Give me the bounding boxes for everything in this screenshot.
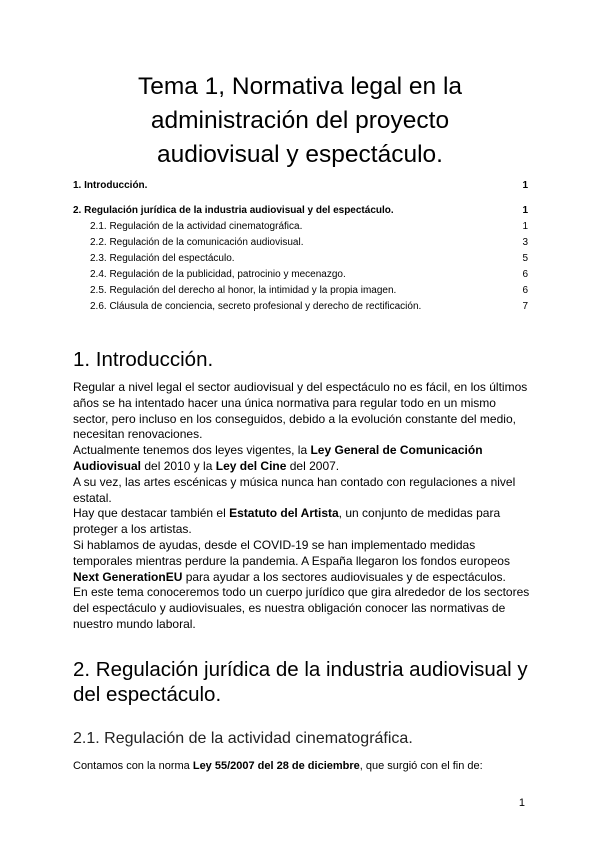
text-run: , que surgió con el fin de: <box>359 760 483 772</box>
law-name: Ley General de Comunicación Audiovisual <box>73 443 483 473</box>
toc-entry-page: 1 <box>522 221 528 232</box>
toc-entry-label: 2.1. Regulación de la actividad cinematográfica. <box>90 221 303 232</box>
document-title <box>60 70 540 172</box>
toc-entry-2-3[interactable] <box>73 252 528 265</box>
title-line: administración del proyecto <box>150 107 450 134</box>
paragraph <box>73 443 533 475</box>
text-run: para ayudar a los sectores audiovisuales y de espectáculos. <box>182 569 506 584</box>
paragraph: En este tema conoceremos todo un cuerpo jurídico que gira alrededor de los sectores del espectáculo y audiovisuales, es nuestra obligación conocer las normativas de nuestro mundo laboral. <box>73 585 530 631</box>
toc-entry-label: 2.5. Regulación del derecho al honor, la intimidad y la propia imagen. <box>90 285 397 296</box>
subsection-heading-2-1: 2.1. Regulación de la actividad cinematográfica. <box>73 730 413 747</box>
toc-entry-label: 2. Regulación jurídica de la industria audiovisual y del espectáculo. <box>73 205 394 216</box>
fund-name: Next GenerationEU <box>73 569 183 584</box>
text-run: Si hablamos de ayudas, desde el COVID-19 se han implementado medidas temporales mientras perdure la pandemia. A España llegaron los fondos europeos <box>73 537 510 568</box>
statute-name: Estatuto del Artista <box>229 506 339 521</box>
text-run: , un conjunto de medidas para proteger a los artistas. <box>73 506 501 537</box>
toc-entry-2-6[interactable] <box>73 300 528 313</box>
toc-entry-regulacion-juridica[interactable] <box>73 204 528 217</box>
heading-line: del espectáculo. <box>73 683 222 706</box>
section-heading-regulacion-juridica <box>73 657 528 707</box>
toc-entry-label: 1. Introducción. <box>73 180 148 191</box>
paragraph <box>73 538 533 585</box>
toc-entry-page: 5 <box>522 253 528 264</box>
toc-entry-label: 2.4. Regulación de la publicidad, patrocinio y mecenazgo. <box>90 269 346 280</box>
page-number: 1 <box>518 797 525 809</box>
text-run: del 2010 y la <box>141 458 216 473</box>
text-run: Contamos con la norma <box>73 760 193 772</box>
toc-entry-2-1[interactable] <box>73 220 528 233</box>
toc-entry-page: 6 <box>522 269 528 280</box>
paragraph <box>73 506 533 538</box>
paragraph: Regular a nivel legal el sector audiovisual y del espectáculo no es fácil, en los últimos años se ha intentado hacer una única normativa para regular todo en un mismo sector, pero incluso en los conseguidos, debido a la evolución constante del medio, necesitan renovaciones. <box>73 380 528 442</box>
lead-paragraph <box>73 759 483 773</box>
toc-entry-2-4[interactable] <box>73 268 528 281</box>
section-heading-introduccion: 1. Introducción. <box>73 348 214 371</box>
toc-entry-page: 1 <box>522 205 528 216</box>
law-name: Ley del Cine <box>215 458 287 473</box>
toc-entry-page: 7 <box>522 301 528 312</box>
text-run: Hay que destacar también el <box>73 506 230 521</box>
toc-entry-label: 2.3. Regulación del espectáculo. <box>90 253 235 264</box>
text-run: del 2007. <box>286 458 340 473</box>
paragraph: A su vez, las artes escénicas y música nunca han contado con regulaciones a nivel estatal. <box>73 474 516 505</box>
title-line: audiovisual y espectáculo. <box>156 141 443 168</box>
heading-line: 2. Regulación jurídica de la industria audiovisual y <box>73 658 528 681</box>
toc-entry-page: 1 <box>522 180 528 191</box>
law-reference: Ley 55/2007 del 28 de diciembre <box>192 760 360 772</box>
toc-entry-page: 6 <box>522 285 528 296</box>
title-line: Tema 1, Normativa legal en la <box>137 73 463 100</box>
toc-entry-2-2[interactable] <box>73 236 528 249</box>
toc-entry-introduccion[interactable] <box>73 179 528 192</box>
toc-entry-2-5[interactable] <box>73 284 528 297</box>
text-run: Actualmente tenemos dos leyes vigentes, la <box>73 443 311 458</box>
toc-entry-page: 3 <box>522 237 528 248</box>
toc-entry-label: 2.6. Cláusula de conciencia, secreto profesional y derecho de rectificación. <box>90 301 422 312</box>
toc-entry-label: 2.2. Regulación de la comunicación audiovisual. <box>90 237 304 248</box>
introduccion-body <box>73 380 533 633</box>
